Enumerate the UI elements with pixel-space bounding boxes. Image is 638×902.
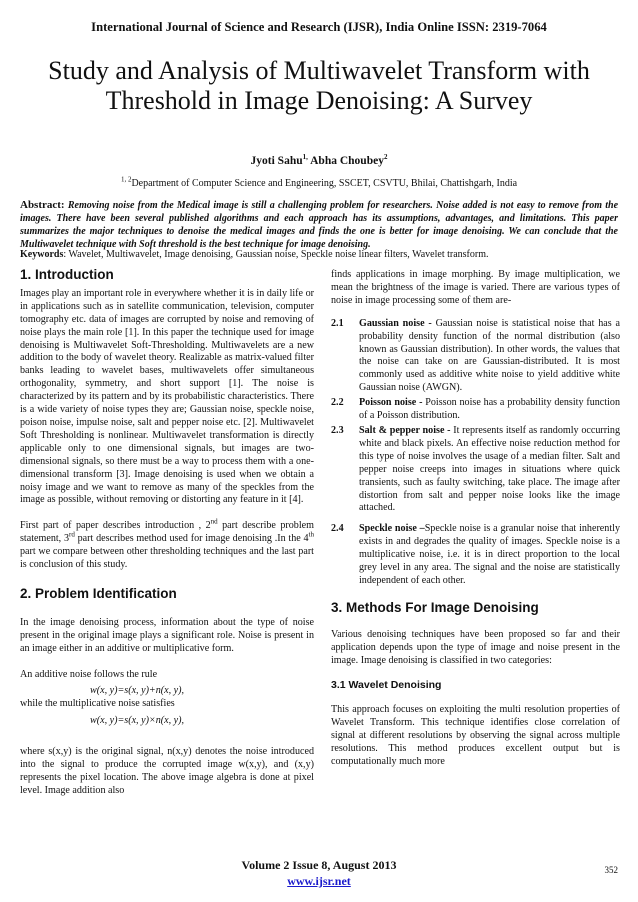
affiliation-text: Department of Computer Science and Engineering, SSCET, CSVTU, Bhilai, Chattishgarh, India — [131, 178, 518, 189]
noise-item-number: 2.3 — [331, 424, 344, 436]
noise-item — [331, 523, 620, 588]
section-2-heading: 2. Problem Identification — [20, 585, 177, 601]
abstract — [20, 199, 618, 252]
author-2-sup: 2 — [383, 153, 388, 162]
journal-header: International Journal of Science and Research (IJSR), India Online ISSN: 2319-7064 — [91, 20, 547, 34]
keywords-text: : Wavelet, Multiwavelet, Image denoising, Gaussian noise, Speckle noise linear filters, Wavelet transform. — [63, 249, 489, 260]
author-1-sup: 1, — [302, 153, 308, 162]
author-2: Abha Choubey — [310, 155, 384, 167]
abstract-label: Abstract: — [20, 199, 65, 211]
noise-item — [331, 425, 620, 515]
noise-item-text: It represents itself as randomly occurring white and black pixels. An effective noise reduction method for this type of noise involves the usage of a median filter. Salt and pepper noise creeps into images in situations where quick transients, such as faulty switching, take place. The image after distortion from salt and pepper noise looks like the image attached. — [359, 424, 620, 514]
section-1-heading: 1. Introduction — [20, 267, 114, 282]
footer-url-link[interactable]: www.ijsr.net — [287, 874, 351, 888]
left-column — [20, 269, 314, 798]
equation-multiplicative: w(x, y)=s(x, y)×n(x, y), — [90, 715, 185, 727]
authors — [0, 155, 638, 167]
section-3-paragraph-1: Various denoising techniques have been proposed so far and their application depends upon the type of image and noise present in the image. Image denoising is classified in two categories: — [331, 628, 620, 666]
page-number: 352 — [604, 865, 618, 875]
noise-item-number: 2.4 — [331, 523, 344, 535]
section-3-heading: 3. Methods For Image Denoising — [331, 599, 539, 615]
noise-item-name: Poisson noise - — [359, 397, 423, 409]
noise-item — [331, 397, 620, 423]
noise-item-body — [349, 523, 620, 588]
section-2-paragraph-1: In the image denoising process, information about the type of noise present in the original image plays a significant role. Noise is present in an image either in an additive or multiplicative form. — [20, 616, 314, 654]
noise-item-text: Speckle noise is a granular noise that inherently exists in and degrades the quality of images. Speckle noise is a multiplicative noise, i.e. it is in direct proportion to the local grey level in any area. The signal and the noise are statistically independent of each other. — [359, 523, 620, 586]
noise-item-body — [349, 425, 620, 515]
affiliation-sup: 1, 2 — [120, 175, 132, 184]
section-2-paragraph-2: where s(x,y) is the original signal, n(x,y) denotes the noise introduced into the signal to produce the corrupted image w(x,y), and (x,y) represents the pixel location. The above image algebra is done at pixel level. Image addition also — [20, 746, 314, 796]
right-paragraph-1: finds applications in image morphing. By image multiplication, we mean the brightness of the image is varied. There are various types of noise in image processing some of them are- — [331, 269, 620, 306]
section-3-1-paragraph: This approach focuses on exploiting the multi resolution properties of Wavelet Transform. This technique identifies close correlation of signal at different resolutions by observing the signal across multiple resolutions. This method produces excellent output but is computationally much more — [331, 704, 620, 767]
noise-item-number: 2.1 — [331, 317, 344, 329]
noise-item-body — [349, 397, 620, 423]
footer — [0, 858, 638, 889]
section-1-paragraph-1: Images play an important role in everywhere whether it is in daily life or in applications such as in satellite communication, television, computer tomography etc. data of images are corrupted by noise and removing of noise plays the main role [1]. In this paper the technique used for image denoising is Multiwavelet Soft-Thresholding. Multiwavelets are a new addition to the body of wavelet theory. Realizable as matrix-valued filter banks leading to wavelet bases, multiwavelets offer simultaneous orthogonality, symmetry, and short support [1]. The noise is characterized by its pattern and by its probabilistic characteristics. There is a wide variety of noise types they are; Gaussian noise, speckle noise, poison noise, impulse noise, salt and pepper noise etc. [2]. Multiwavelet Soft Thresholding is nonlinear. Multiwavelet transformation is directly applicable only to one dimensional signals, but images are two-dimensional signals, so there must be a way to process them with a one-dimensional transform [3]. Image denoising is used when we obtain a noisy image and we want to remove as many of the speckles from the image as possible, without removing or distorting any feature in it [4]. — [20, 287, 314, 506]
paper-title — [30, 56, 608, 116]
multiplicative-noise-line: while the multiplicative noise satisfies — [20, 698, 175, 710]
noise-item-name: Gaussian noise - — [359, 317, 432, 329]
right-column — [331, 269, 620, 769]
additive-noise-line: An additive noise follows the rule — [20, 668, 158, 680]
section-3-1-heading: 3.1 Wavelet Denoising — [331, 679, 442, 692]
noise-item-body — [349, 318, 620, 395]
noise-item-number: 2.2 — [331, 397, 344, 409]
noise-item — [331, 318, 620, 395]
noise-item-text: Gaussian noise is statistical noise that has a probability density function of the normal distribution (also known as Gaussian distribution). In other words, the values that the noise can take on are Gaussian-distributed. It is most commonly used as additive white noise to yield additive white Gaussian noise (AWGN). — [359, 317, 620, 394]
affiliation — [0, 175, 638, 189]
section-1-paragraph-2: First part of paper describes introduction , 2nd part describe problem statement, 3rd part describes method used for image denoising .In the 4th part we compare between other thresholding techniques and the last part is conclusion of this study. — [20, 517, 314, 571]
noise-item-text: Poisson noise has a probability density function of a Poisson distribution. — [359, 397, 620, 422]
title-line-1: Study and Analysis of Multiwavelet Transform with — [48, 56, 590, 85]
footer-volume: Volume 2 Issue 8, August 2013 — [241, 858, 397, 872]
noise-item-name: Speckle noise – — [359, 523, 425, 535]
noise-types-list — [331, 318, 620, 588]
keywords-label: Keywords — [20, 249, 64, 260]
keywords — [20, 249, 618, 260]
noise-item-name: Salt & pepper noise - — [359, 424, 451, 436]
equation-additive: w(x, y)=s(x, y)+n(x, y), — [90, 685, 185, 697]
abstract-text: Removing noise from the Medical image is still a challenging problem for researchers. Noise added is not easy to remove from the images. There have been several published algorithms and each approach has its assumptions, advantages, and limitations. This paper summarizes the major techniques to denoise the medical images and finds the one is better for image denoising. We can conclude that the Multiwavelet technique with Soft threshold is the best technique for image denoising. — [20, 200, 619, 250]
author-1: Jyoti Sahu — [250, 155, 303, 167]
title-line-2: Threshold in Image Denoising: A Survey — [105, 86, 533, 115]
